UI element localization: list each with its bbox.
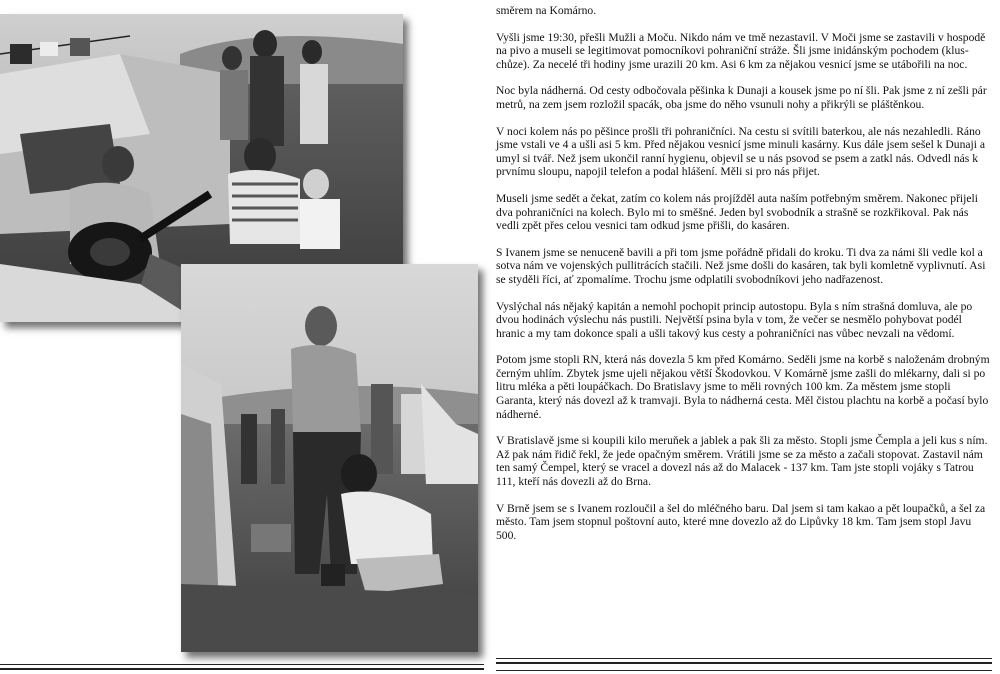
- article-paragraph: Noc byla nádherná. Od cesty odbočovala pěšinka k Dunaji a kousek jsme po ní šli. Pak jsme z ní zešli pár metrů, na zem jsem rozložil spacák, oba jsme do něho vsunuli nohy a přikrýli se pláštěnkou.: [496, 84, 987, 111]
- divider: [496, 670, 992, 671]
- article-paragraph: Vyšli jsme 19:30, přešli Mužli a Moču. Nikdo nám ve tmě nezastavil. V Moči jsme se zastavili v hospodě na pivo a museli se legitimovat pomocníkovi pohraniční stráže. Šli jsme inidánským pochodem (klus-chůze). Za necelé tři hodiny jsme urazili 20 km. Asi 6 km za nějakou vesnicí jsme se utábořili na noc.: [496, 30, 986, 71]
- article-paragraph: V noci kolem nás po pěšince prošli tři pohraničníci. Na cestu si svítili baterkou, ale nás nezahledli. Ráno jsme vstali ve 4 a ušli asi 5 km. Před nějakou vesnicí jsme minuli kasárny. Kus dále jsem sešel k Dunaji a umyl si tvář. Než jsem ukončil ranní hygienu, objevil se u nás psovod se psem a zatkl nás. Odvedl nás k prvnímu sloupu, napojil telefon a podal hlášení. Měli si pro nás přijet.: [496, 124, 985, 179]
- divider: [0, 668, 484, 670]
- article-paragraph: Potom jsme stopli RN, která nás dovezla 5 km před Komárno. Seděli jsme na korbě s naloženám drobným černým uhlím. Zbytek jsme ujeli nějakou větší Škodovkou. V Komárně jsme zašli do mlékarny, dali si po litru mléka a pěti loupáčkach. Do Bratislavy jsme to měli rovných 100 km. Za městem jsme stopli Garanta, který nás dovezl až k tramvaji. Byla to nádherná cesta. Měl čistou plachtu na korbě a počasí bylo nádherné.: [496, 353, 990, 421]
- article-text: [496, 4, 992, 555]
- divider: [0, 664, 484, 665]
- photo-camp-shaving-image: [181, 264, 478, 652]
- article-paragraph: V Brně jsem se s Ivanem rozloučil a šel do mléčného baru. Dal jsem si tam kakao a pět loupačků, a šel za město. Tam jsem stopnul poštovní auto, které mne dovezlo až do Lipůvky 18 km. Tam jsem stopl Javu 500.: [496, 501, 986, 542]
- divider: [496, 658, 992, 659]
- article-paragraph: S Ivanem jsme se nenuceně bavili a při tom jsme pořádně přidali do kroku. Ti dva za námi šli vedle kol a sotva nám ve vojenských pullitrácích stačili. Než jsme došli do kasáren, tak byli komletně vyplivnutí. Asi se styděli říci, ať zpomalíme. Trochu jsme odplatili svobodníkovi jeho nadřazenost.: [496, 245, 986, 286]
- article-paragraph: Museli jsme sedět a čekat, zatím co kolem nás projížděl auta naším potřebným směrem. Nakonec přijeli dva pohraničníci na kolech. Bylo mi to směšné. Jeden byl svobodník a strašně se rozkřikoval. Pak nás vedli zpět přes celou vesnici tam odkud jsme přišli, do kasáren.: [496, 191, 978, 233]
- photo-camp-shaving: [181, 264, 478, 652]
- article-paragraph: Vyslýchal nás nějaký kapitán a nemohl pochopit princip autostopu. Byla s ním strašná domluva, ale po dvou hodinách výslechu nás pustili. Největší psina byla v tom, že večer se nesmělo pohybovat podél hranic a my tam dokonce spali a ušli takový kus cesty a pohraničníci nas vůbec nevzali na vědomí.: [496, 299, 973, 340]
- divider: [496, 662, 992, 664]
- article-paragraph: V Bratislavě jsme si koupili kilo meruňek a jablek a pak šli za město. Stopli jsme Čempla a jeli kus s ním. Až pak nám řidič řekl, že jede opačným směrem. Vrátili jsme se za město a začali stopovat. Zastavil nám ten samý Čempel, který se vracel a dovezl nás až do Malacek - 137 km. Tam jste stopli vojáky s Tatrou 111, kteří nás dovezli až do Brna.: [496, 434, 988, 489]
- article-paragraph: směrem na Komárno.: [496, 4, 597, 17]
